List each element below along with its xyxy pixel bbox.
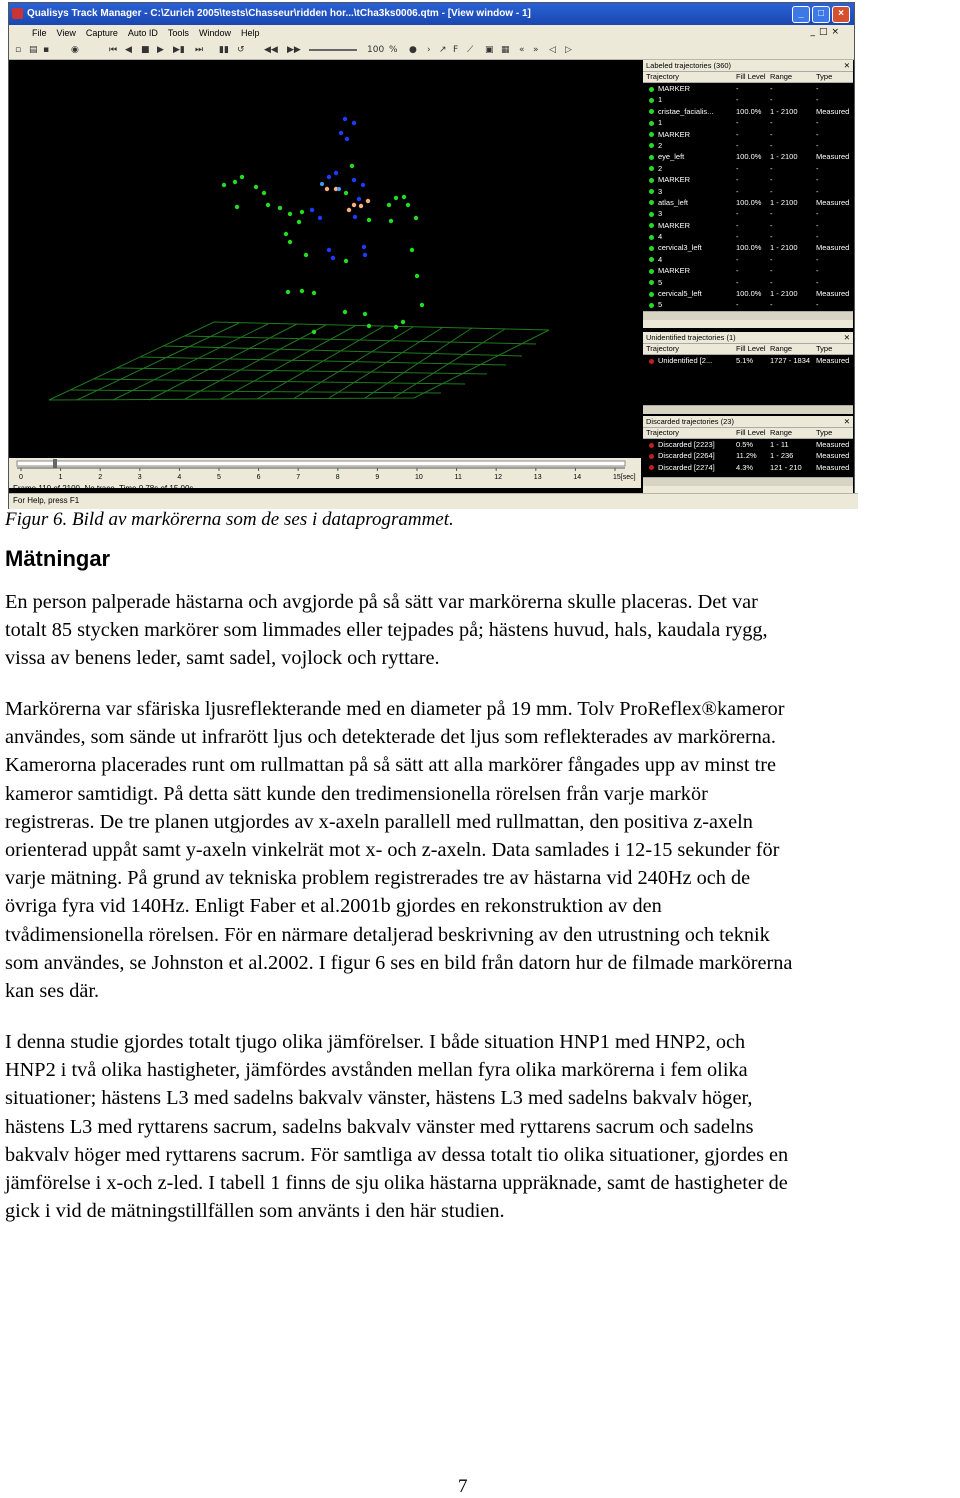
trajectory-name	[643, 208, 736, 219]
trajectory-name	[643, 151, 736, 162]
column-header[interactable]: Type	[816, 344, 833, 353]
marker-dot-icon	[649, 189, 654, 194]
tick-label: 7	[296, 474, 301, 481]
trajectory-row[interactable]	[643, 450, 853, 461]
trajectory-range: -	[770, 254, 773, 264]
next-icon[interactable]: »	[533, 45, 539, 55]
trajectory-label: MARKER	[658, 129, 691, 139]
trajectory-label: 3	[658, 186, 663, 196]
menu-file[interactable]: File	[32, 28, 47, 38]
3d-view[interactable]	[9, 60, 641, 458]
trajectory-range: 1 - 2100	[770, 289, 798, 299]
marker-dot-icon	[649, 257, 654, 262]
trajectory-label: eye_left	[658, 152, 685, 162]
panel-title: Unidentified trajectories (1)	[646, 333, 736, 342]
maximize-icon[interactable]: □	[812, 6, 830, 23]
software-screenshot	[8, 2, 855, 509]
trajectory-name	[643, 129, 736, 140]
cyan-markers	[320, 182, 341, 191]
text-line: jämförelse i x-och z-led. I tabell 1 finns de sju olika hästarna uppräknade, samt de hastigheter de	[5, 1172, 788, 1195]
tick-label: 13	[533, 474, 542, 481]
close-icon[interactable]: ✕	[843, 61, 850, 70]
marker-dot-icon	[649, 212, 654, 217]
trajectory-icon[interactable]: ⟋	[467, 45, 474, 55]
timeline-thumb	[53, 459, 57, 468]
menu-auto-id[interactable]: Auto ID	[127, 28, 158, 38]
trajectory-row[interactable]	[643, 208, 853, 219]
marker-dot-icon	[649, 292, 654, 297]
horizontal-scrollbar[interactable]	[643, 477, 853, 486]
trajectory-row[interactable]	[643, 265, 853, 276]
loop-icon[interactable]: ↺	[237, 45, 245, 55]
trajectory-fill: -	[736, 175, 739, 185]
trajectory-row[interactable]	[643, 299, 853, 310]
trajectory-label: 1	[658, 118, 663, 128]
trajectory-label: 3	[658, 209, 663, 219]
trajectory-type: -	[816, 254, 819, 264]
tick-label: 1	[58, 474, 63, 481]
trajectory-label: 1	[658, 95, 663, 105]
trajectory-label: Unidentified [2...	[658, 356, 713, 365]
stop-icon[interactable]: ■	[141, 45, 150, 55]
trajectory-name	[643, 186, 736, 197]
trajectory-name	[643, 163, 736, 174]
trajectory-range: 1727 - 1834	[770, 356, 811, 365]
trajectory-type: Measured	[816, 289, 850, 299]
speed-slider[interactable]	[309, 49, 357, 51]
marker-dot-icon	[649, 155, 654, 160]
window-title: Qualisys Track Manager - C:\Zurich 2005\tests\Chasseur\ridden hor...\tCha3ks0006.qtm - [View window - 1]	[27, 8, 531, 19]
trajectory-type: Measured	[816, 451, 850, 461]
trajectory-label: cervical5_left	[658, 289, 702, 299]
menu-tools[interactable]: Tools	[167, 28, 189, 38]
marker-dot-icon	[649, 465, 654, 470]
trajectory-name	[643, 117, 736, 128]
marker-dot-icon	[649, 143, 654, 148]
trajectory-name	[643, 94, 736, 105]
tick-label: 4	[177, 474, 182, 481]
trajectory-name	[643, 355, 736, 366]
trajectory-row[interactable]	[643, 106, 853, 117]
table-header	[643, 344, 853, 355]
trajectory-row[interactable]	[643, 462, 853, 473]
back-icon[interactable]: «	[519, 45, 525, 55]
prev-frame-icon[interactable]: ◀	[125, 45, 132, 55]
trajectory-name	[643, 83, 736, 94]
trajectory-range: -	[770, 84, 773, 93]
trajectory-type: -	[816, 140, 819, 150]
marker-dot-icon	[649, 200, 654, 205]
text-line: användes, som sände ut infrarött ljus och detekterade det ljus som reflekterades av markörerna.	[5, 726, 776, 749]
trajectory-label: 4	[658, 232, 663, 242]
trajectory-fill: -	[736, 84, 739, 93]
marker-dot-icon	[649, 303, 654, 308]
trajectory-row[interactable]	[643, 117, 853, 128]
trajectory-row[interactable]	[643, 94, 853, 105]
green-markers	[222, 164, 424, 334]
tick-label: 0	[19, 474, 23, 481]
trajectory-range: -	[770, 220, 773, 230]
trajectory-type: -	[816, 220, 819, 230]
marker-dot-icon	[649, 235, 654, 240]
menu-view[interactable]: View	[56, 28, 76, 38]
trajectory-label: 5	[658, 300, 663, 310]
marker-dot-icon	[649, 246, 654, 251]
text-line: registreras. De tre planen utgjordes av x-axeln parallell med rullmattan, den positiva z-axeln	[5, 810, 753, 833]
text-line: kameror samtidigt. På detta sätt kunde den tredimensionella rörelsen från varje markör	[5, 782, 708, 805]
last-frame-icon[interactable]: ⏭	[195, 45, 204, 55]
trajectory-label: atlas_left	[658, 197, 689, 207]
trajectory-range: 1 - 2100	[770, 197, 798, 207]
trajectory-label: 2	[658, 140, 663, 150]
pointer-icon[interactable]: ↗	[439, 45, 447, 55]
text-line: gick i vid de mätningstillfällen som använts i den här studien.	[5, 1200, 505, 1223]
trajectory-row[interactable]	[643, 231, 853, 242]
column-header[interactable]: Range	[770, 72, 793, 81]
record-icon[interactable]: ●	[409, 45, 417, 55]
trajectory-fill: 11.2%	[736, 451, 757, 461]
trajectory-fill: -	[736, 266, 739, 276]
table-header	[643, 72, 853, 83]
frame-status: Frame 110 of 2100, No trace, Time 0.78s of 15.00s	[13, 484, 194, 493]
trajectory-fill: -	[736, 129, 739, 139]
text-line: I denna studie gjordes totalt tjugo olika jämförelser. I både situation HNP1 med HNP2, och	[5, 1031, 746, 1053]
text-line: totalt 85 stycken markörer som limmades eller tejpades på; hästens huvud, hals, kaudala rygg,	[5, 619, 768, 642]
trajectory-fill: 100.0%	[736, 289, 762, 299]
table-header	[643, 428, 853, 439]
trajectory-type: -	[816, 175, 819, 185]
panel-title: Discarded trajectories (23)	[646, 417, 734, 426]
column-header[interactable]: Trajectory	[646, 344, 680, 353]
timeline-slider[interactable]	[9, 458, 641, 484]
trajectory-range: 1 - 2100	[770, 106, 798, 116]
text-line: vissa av benens leder, samt sadel, vojlock och ryttare.	[5, 647, 440, 670]
table-body	[643, 439, 853, 477]
marker-dot-icon	[649, 109, 654, 114]
trajectory-label: Discarded [2223]	[658, 440, 715, 449]
trajectory-name	[643, 197, 736, 208]
text-line: som användes, se Johnston et al.2002. I figur 6 ses en bild från datorn hur de filmade markörerna	[5, 951, 793, 974]
text-line: situationer; hästens L3 med sadelns bakvalv vänster, hästens L3 med sadelns bakvalv höger,	[5, 1087, 753, 1110]
trajectory-label: MARKER	[658, 266, 691, 276]
trajectory-row[interactable]	[643, 242, 853, 253]
trajectory-range: -	[770, 232, 773, 242]
close-icon[interactable]: ✕	[843, 333, 850, 342]
marker-dot-icon	[649, 223, 654, 228]
column-header[interactable]: Fill Level	[736, 72, 766, 81]
trajectory-fill: 100.0%	[736, 152, 762, 162]
table-body	[643, 83, 853, 311]
trajectory-range: 1 - 2100	[770, 243, 798, 253]
marker-dot-icon	[649, 443, 654, 448]
column-header[interactable]: Type	[816, 428, 833, 437]
text-line: kan ses där.	[5, 980, 100, 1003]
text-line: tvådimensionella rörelsen. För en närmare detaljerad beskrivning av den utrustning och teknik	[5, 923, 770, 946]
trajectory-range: 121 - 210	[770, 462, 802, 472]
column-header[interactable]: Range	[770, 428, 793, 437]
paragraph-2	[5, 695, 960, 1005]
trajectory-type: -	[816, 266, 819, 276]
tick-label: 6	[256, 474, 261, 481]
trajectory-type: -	[816, 95, 819, 105]
trajectory-row[interactable]	[643, 186, 853, 197]
trajectory-range: -	[770, 300, 773, 310]
trajectory-label: MARKER	[658, 175, 691, 185]
trajectory-fill: -	[736, 300, 739, 310]
panel-title: Labeled trajectories (360)	[646, 61, 732, 70]
unidentified-trajectories-panel	[643, 332, 853, 412]
text-line: övriga fyra vid 140Hz. Enligt Faber et al.2001b gjordes en rekonstruktion av den	[5, 895, 662, 918]
trajectory-type: Measured	[816, 462, 850, 472]
trajectory-row[interactable]	[643, 355, 853, 366]
trajectory-fill: 0.5%	[736, 440, 754, 449]
trajectory-row[interactable]	[643, 140, 853, 151]
trajectory-fill: 100.0%	[736, 106, 762, 116]
trajectory-fill: 100.0%	[736, 197, 762, 207]
jump-end-icon[interactable]: ▷	[565, 45, 572, 55]
text-line: En person palperade hästarna och avgjorde på så sätt var markörerna skulle placeras. Det var	[5, 591, 758, 613]
close-icon[interactable]: ✕	[843, 417, 850, 426]
tick-label: 2	[98, 474, 103, 481]
trajectory-fill: -	[736, 118, 739, 128]
trajectory-range: -	[770, 175, 773, 185]
trajectory-range: -	[770, 95, 773, 105]
marker-dot-icon	[649, 269, 654, 274]
trajectory-type: -	[816, 277, 819, 287]
tick-label: 8	[335, 474, 340, 481]
trajectory-row[interactable]	[643, 129, 853, 140]
horizontal-scrollbar[interactable]	[643, 405, 853, 414]
page-number: 7	[458, 1476, 468, 1497]
marker-dot-icon	[649, 121, 654, 126]
trajectory-row[interactable]	[643, 151, 853, 162]
orange-markers	[325, 187, 370, 212]
tick-label: 9	[375, 474, 380, 481]
filter-icon[interactable]: F	[453, 45, 459, 55]
trajectory-row[interactable]	[643, 277, 853, 288]
forward-icon[interactable]: ▶▶	[287, 45, 301, 55]
zoom-value[interactable]: 100	[367, 45, 385, 55]
grid-icon[interactable]: ▦	[501, 45, 510, 55]
trajectory-name	[643, 439, 736, 450]
trajectory-type: -	[816, 232, 819, 242]
tick-label: 3	[137, 474, 142, 481]
trajectory-range: -	[770, 118, 773, 128]
trajectory-fill: -	[736, 277, 739, 287]
trajectory-fill: 100.0%	[736, 243, 762, 253]
trajectory-type: Measured	[816, 152, 850, 162]
trajectory-fill: -	[736, 140, 739, 150]
menu-capture[interactable]: Capture	[85, 28, 118, 38]
app-icon	[12, 8, 23, 19]
marker-dot-icon	[649, 132, 654, 137]
next-frame-icon[interactable]: ▶▮	[173, 45, 185, 55]
trajectory-row[interactable]	[643, 83, 853, 94]
trajectory-name	[643, 254, 736, 265]
capture-icon[interactable]: ◉	[71, 45, 79, 55]
trajectory-range: -	[770, 209, 773, 219]
help-status: For Help, press F1	[9, 493, 858, 509]
text-line: orienterad uppåt samt y-axeln vinkelrät mot x- och z-axeln. Data samlades i 12-15 sekunder för	[5, 839, 780, 862]
tick-label: 11	[454, 474, 462, 481]
trajectory-type: Measured	[816, 197, 850, 207]
column-header[interactable]: Type	[816, 72, 833, 81]
pause-icon[interactable]: ▮▮	[219, 45, 229, 55]
trajectory-type: Measured	[816, 106, 850, 116]
column-header[interactable]: Fill Level	[736, 344, 766, 353]
trajectory-name	[643, 231, 736, 242]
trajectory-label: MARKER	[658, 84, 691, 93]
minimize-icon[interactable]: _	[792, 6, 810, 23]
trajectory-name	[643, 299, 736, 310]
text-line: Kamerorna placerades runt om rullmattan på så sätt att alla markörer fångades upp av minst tre	[5, 754, 776, 777]
camera-icon[interactable]: ▣	[485, 45, 494, 55]
trajectory-fill: -	[736, 220, 739, 230]
trajectory-range: 1 - 11	[770, 440, 789, 449]
trajectory-type: -	[816, 129, 819, 139]
trajectory-range: -	[770, 186, 773, 196]
trajectory-fill: -	[736, 186, 739, 196]
trajectory-type: -	[816, 84, 819, 93]
table-body	[643, 355, 853, 405]
jump-icon[interactable]: ◁	[549, 45, 556, 55]
column-header[interactable]: Fill Level	[736, 428, 766, 437]
marker-dot-icon	[649, 98, 654, 103]
trajectory-label: MARKER	[658, 220, 691, 230]
text-line: Markörerna var sfäriska ljusreflekterande med en diameter på 19 mm. Tolv ProReflex®kameror	[5, 698, 785, 720]
trajectory-label: 4	[658, 254, 663, 264]
tick-label: 10	[415, 474, 423, 481]
section-heading: Mätningar	[5, 546, 111, 571]
labeled-trajectories-panel	[643, 60, 853, 328]
trajectory-name	[643, 277, 736, 288]
rewind-icon[interactable]: ◀◀	[264, 45, 278, 55]
paragraph-1	[5, 588, 960, 673]
trajectory-fill: 4.3%	[736, 462, 754, 472]
tick-label: 12	[494, 474, 502, 481]
floor-grid	[49, 322, 549, 400]
trajectory-range: -	[770, 277, 773, 287]
text-line: varje mätning. På grund av tekniska problem registrerades tre av hästarna vid 240Hz och de	[5, 867, 751, 890]
trajectory-type: Measured	[816, 440, 850, 449]
trajectory-type: -	[816, 163, 819, 173]
column-header[interactable]: Trajectory	[646, 428, 680, 437]
marker-dot-icon	[649, 178, 654, 183]
trajectory-label: Discarded [2264]	[658, 451, 715, 461]
trajectory-name	[643, 450, 736, 461]
marker-dot-icon	[649, 280, 654, 285]
trajectory-name	[643, 265, 736, 276]
trajectory-name	[643, 220, 736, 231]
trajectory-fill: -	[736, 254, 739, 264]
trajectory-range: 1 - 2100	[770, 152, 798, 162]
trajectory-row[interactable]	[643, 220, 853, 231]
column-header[interactable]: Trajectory	[646, 72, 680, 81]
text-line: bakvalv höger med ryttarens sacrum. För samtliga av dessa totalt tio olika situationer, gjordes en	[5, 1143, 789, 1166]
marker-dot-icon	[649, 454, 654, 459]
trajectory-name	[643, 106, 736, 117]
trajectory-name	[643, 174, 736, 185]
trajectory-row[interactable]	[643, 288, 853, 299]
trajectory-range: 1 - 236	[770, 451, 794, 461]
text-line: hästens L3 med ryttarens sacrum, sadelns bakvalv vänster med ryttarens sacrum och sadelns	[5, 1115, 754, 1138]
discarded-trajectories-panel	[643, 416, 853, 493]
trajectory-row[interactable]	[643, 197, 853, 208]
marker-dot-icon	[649, 166, 654, 171]
trajectory-range: -	[770, 129, 773, 139]
menu-help[interactable]: Help	[240, 28, 260, 38]
trajectory-range: -	[770, 266, 773, 276]
trajectory-label: Discarded [2274]	[658, 462, 715, 472]
3d-scene	[9, 60, 641, 458]
trajectory-name	[643, 462, 736, 473]
tick-label: 14	[573, 474, 582, 481]
trajectory-type: -	[816, 209, 819, 219]
trajectory-type: -	[816, 186, 819, 196]
save-icon[interactable]: ▪	[43, 45, 50, 55]
close-icon[interactable]: ×	[832, 6, 850, 23]
mdi-window-buttons[interactable]: _□×	[810, 27, 843, 37]
trajectory-label: cervical3_left	[658, 243, 702, 253]
text-line: HNP2 i två olika hastigheter, jämfördes avstånden mellan fyra olika markörerna i fem olika	[5, 1059, 748, 1082]
first-frame-icon[interactable]: ⏮	[109, 45, 118, 55]
tick-label: 15[sec]	[613, 474, 636, 481]
figure-caption: Figur 6. Bild av markörerna som de ses i dataprogrammet.	[5, 509, 454, 530]
trajectory-fill: -	[736, 209, 739, 219]
trajectory-name	[643, 288, 736, 299]
trajectory-range: -	[770, 140, 773, 150]
trajectory-label: 2	[658, 163, 663, 173]
trajectory-row[interactable]	[643, 174, 853, 185]
trajectory-type: -	[816, 300, 819, 310]
trajectory-name	[643, 242, 736, 253]
trajectory-name	[643, 140, 736, 151]
toolbar	[9, 41, 854, 60]
play-icon[interactable]: ▶	[157, 45, 164, 55]
new-file-icon[interactable]: ▫	[15, 45, 22, 55]
menu-bar	[9, 25, 854, 41]
trajectory-fill: -	[736, 163, 739, 173]
trajectory-fill: -	[736, 95, 739, 105]
trajectory-fill: 5.1%	[736, 356, 754, 365]
arrow-icon[interactable]: ›	[427, 45, 431, 55]
trajectory-row[interactable]	[643, 254, 853, 265]
trajectory-range: -	[770, 163, 773, 173]
zoom-unit: %	[389, 45, 398, 55]
tick-label: 5	[217, 474, 221, 481]
horizontal-scrollbar[interactable]	[643, 311, 853, 320]
paragraph-3	[5, 1028, 960, 1225]
open-folder-icon[interactable]: ▤	[29, 45, 38, 55]
trajectory-label: 5	[658, 277, 663, 287]
window-titlebar	[9, 3, 854, 25]
menu-window[interactable]: Window	[198, 28, 231, 38]
marker-dot-icon	[649, 87, 654, 92]
trajectory-type: -	[816, 118, 819, 128]
trajectory-row[interactable]	[643, 439, 853, 450]
trajectory-type: Measured	[816, 243, 850, 253]
trajectory-row[interactable]	[643, 163, 853, 174]
trajectory-type: Measured	[816, 356, 850, 365]
marker-dot-icon	[649, 359, 654, 364]
column-header[interactable]: Range	[770, 344, 793, 353]
trajectory-label: cristae_facialis...	[658, 106, 714, 116]
trajectory-fill: -	[736, 232, 739, 242]
